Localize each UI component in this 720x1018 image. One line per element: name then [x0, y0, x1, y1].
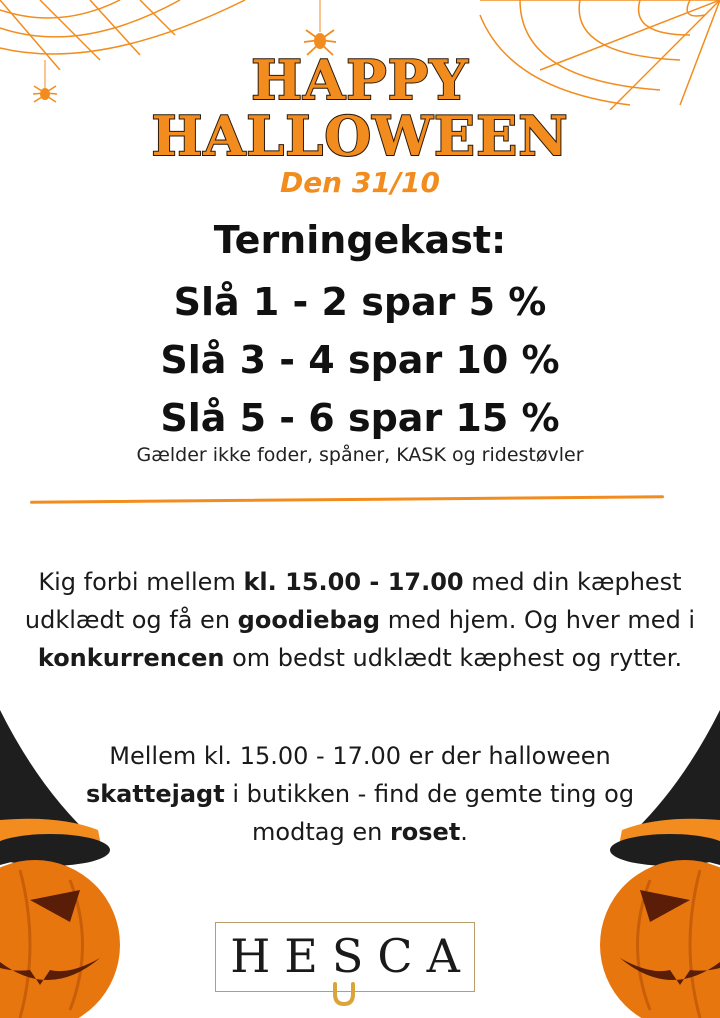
divider [30, 495, 664, 504]
offer-row: Slå 1 - 2 spar 5 % [173, 280, 547, 324]
offer-exclusion-note: Gælder ikke foder, spåner, KASK og ridestøvler [136, 444, 584, 466]
pumpkin-witch-hat-left-icon [0, 700, 130, 1018]
text: . [460, 818, 468, 846]
offer-heading: Terningekast: [213, 218, 507, 262]
contest-highlight: konkurrencen [37, 644, 225, 672]
text: med din kæphest udklædt og få en [24, 568, 682, 634]
brand-logo-text: HESCA [230, 929, 474, 983]
event-date: Den 31/10 [279, 166, 441, 199]
text: Mellem kl. 15.00 - 17.00 er der halloween [109, 742, 611, 770]
text: med hjem. Og hver med i [380, 606, 696, 634]
info-paragraph-goodiebag [20, 563, 700, 677]
text: Kig forbi mellem [38, 568, 244, 596]
horseshoe-icon [329, 980, 359, 1010]
pumpkin-witch-hat-right-icon [590, 700, 720, 1018]
goodiebag-highlight: goodiebag [237, 606, 381, 634]
rosette-highlight: roset [389, 818, 461, 846]
offer-row: Slå 3 - 4 spar 10 % [160, 338, 560, 382]
time-highlight: kl. 15.00 - 17.00 [243, 568, 464, 596]
info-paragraph-treasure-hunt [40, 737, 680, 851]
title-halloween: HALLOWEEN [151, 104, 569, 168]
text: i butikken - find de gemte ting og modtag en [224, 780, 635, 846]
text: om bedst udklædt kæphest og rytter. [224, 644, 683, 672]
treasure-hunt-highlight: skattejagt [85, 780, 225, 808]
title-happy: HAPPY [251, 48, 469, 112]
offer-row: Slå 5 - 6 spar 15 % [160, 396, 560, 440]
